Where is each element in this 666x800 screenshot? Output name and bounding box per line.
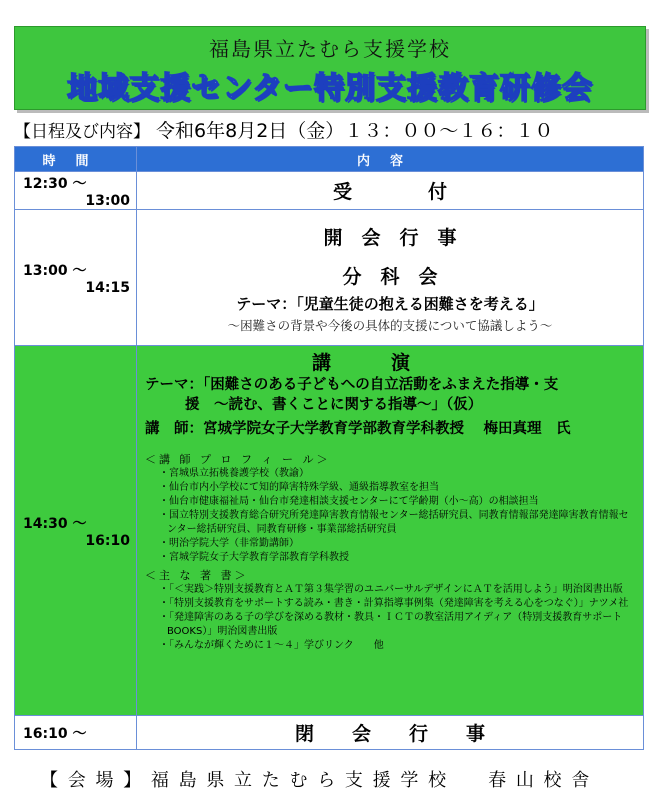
profile-list [145,467,637,565]
list-item: ・ 明治学院大学（非常勤講師） [145,537,637,551]
schedule-tag: 【日程及び内容】 [14,122,150,142]
list-item: ・ 仙台市内小学校にて知的障害特殊学級、通級指導教室を担当 [145,481,637,495]
time-cell [15,346,137,716]
column-content: 内容 [137,147,644,172]
opening-title: 開 会 行 事 [323,227,457,249]
list-item: ・ 仙台市健康福祉局・仙台市発達相談支援センターにて学齢期（小〜高）の相談担当 [145,495,637,509]
time-cell [15,716,137,750]
list-item: ・ 「＜実践＞特別支援教育とＡＴ第３集学習のユニバーサルデザインにＡＴを活用しよう」明治図書出版 [145,583,637,597]
start-time: 12:30 〜 [23,175,87,192]
table-header-row [15,147,644,172]
breakout-title: 分 科 会 [342,266,438,288]
start-time: 13:00 〜 [23,262,87,279]
program-table [14,146,644,750]
breakout-theme: テーマ：「児童生徒の抱える困難さを考える」 [236,295,544,313]
books-list [145,583,637,653]
event-title: 地域支援センター特別支援教育研修会 [67,71,593,106]
row-reception [15,172,644,210]
row-closing [15,716,644,750]
start-time: 14:30 〜 [23,515,87,532]
profile-heading: ＜講 師 プ ロ フ ィ ー ル＞ [145,453,331,466]
lecture-content [137,346,644,716]
row-opening [15,210,644,346]
end-time: 16:10 [85,532,130,549]
list-item: ・ 国立特別支援教育総合研究所発達障害教育情報センター総括研究員、同教育情報部発達障害教育情報センター総括研究員、同教育研修・事業部総括研究員 [145,509,637,537]
school-name: 福島県立たむら支援学校 [209,37,451,61]
closing-title: 閉 会 行 事 [137,716,644,750]
header-banner [14,26,646,110]
opening-content [137,210,644,346]
lecture-title: 講演 [311,352,470,374]
lecture-theme-line2: 援 〜読む、書くことに関する指導〜」（仮） [185,397,483,413]
breakout-note: 〜困難さの背景や今後の具体的支援について協議しよう〜 [227,318,553,333]
time-cell [15,172,137,210]
list-item: ・ 「特別支援教育をサポートする読み・書き・計算指導事例集（発達障害を考える心をつなぐ）」ナツメ社 [145,597,637,611]
schedule-line [14,116,553,143]
lecture-speaker: 講 師：宮城学院女子大学教育学部教育学科教授 梅田真理 氏 [145,421,571,437]
row-lecture [15,346,644,716]
reception-title: 受 付 [137,172,644,210]
venue-footer: 【 会 場 】 福 島 県 立 た む ら 支 援 学 校 春 山 校 舎 [40,770,592,791]
books-heading: ＜主 な 著 書＞ [145,569,249,582]
list-item: ・ 宮城県立拓桃養護学校（教諭） [145,467,637,481]
schedule-date: 令和6年8月2日（金）１３：００〜１６：１０ [156,120,554,142]
time-cell [15,210,137,346]
end-time: 13:00 [85,192,130,209]
end-time: 14:15 [85,279,130,296]
column-time: 時間 [15,147,137,172]
start-time: 16:10 〜 [23,725,87,742]
list-item: ・ 「発達障害のある子の学びを深める教材・教具・ＩＣＴの教室活用アイディア（特別支援教育サポートBOOKS）」明治図書出版 [145,611,637,639]
list-item: ・ 「みんなが輝くために１〜４」学びリンク 他 [145,639,637,653]
list-item: ・ 宮城学院女子大学教育学部教育学科教授 [145,551,637,565]
lecture-theme-line1: テーマ：「困難さのある子どもへの自立活動をふまえた指導・支 [145,377,559,393]
